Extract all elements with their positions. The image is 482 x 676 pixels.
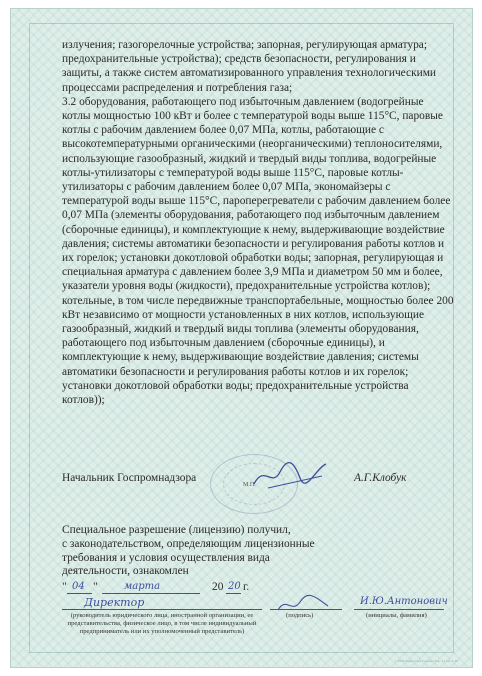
ack-line: Специальное разрешение (лицензию) получил, — [62, 524, 291, 536]
date-year-suffix: 20 — [228, 581, 241, 592]
print-note: © РУП Криптотех Гознака Зак. 1.1 пр. 1.20 — [394, 659, 458, 663]
signatory-title: Начальник Госпромнадзора — [62, 472, 197, 484]
licensee-signature-row — [62, 598, 462, 638]
date-month: марта — [124, 581, 161, 592]
head-signature — [250, 458, 330, 492]
ack-line: деятельности, ознакомлен — [62, 565, 189, 578]
licensee-initials: И.Ю.Антонович — [360, 596, 448, 607]
date-day: 04 — [72, 581, 85, 592]
licensee-position: Директор — [84, 596, 145, 609]
date-quote-open: " — [62, 581, 67, 593]
ack-line: с законодательством, определяющим лицензионные — [62, 537, 315, 550]
ack-line: требования и условия осуществления вида — [62, 551, 270, 564]
paragraph-pressure-equipment: 3.2 оборудования, работающего под избыточным давлением (водогрейные котлы мощностью 100 кВт и более с температурой воды выше 115°С, паровые котлы с рабочим давлением более 0,07 МПа, котлы, работающие с высокотемпературными органическими (неорганическими) теплоносителями, использующие газообразный, жидкий и твердый виды топлива, водогрейные котлы-утилизаторы с температурой воды выше 115°С, паровые котлы-утилизаторы с рабочим давлением более 0,07 МПа, экономайзеры с температурой воды выше 115°С, пароперегреватели с рабочим давлением более 0,07 МПа (элементы оборудования, работающего под избыточным давлением (сборочные единицы), и комплектующие к нему, выдерживающие воздействие давления; системы автоматики безопасности и регулирования работы котлов и их горелок; установки докотловой обработки воды; запорная, регулирующая и специальная арматура с давлением более 3,9 МПа и диаметром 50 мм и более, указатели уровня воды (жидкости), предохранительные устройства котлов); котельные, в том числе передвижные транспортабельные, мощностью более 200 кВт независимо от мощности установленных в них котлов, использующие газообразный, жидкий и твердый виды топлива (элементы оборудования, работающего под избыточным давлением (сборочные единицы), и комплектующие к нему, выдерживающие воздействие давления; системы автоматики безопасности и регулирования работы котлов и их горелок; установки докотловой обработки воды; предохранительные устройства котлов)); — [62, 95, 454, 407]
signature-block — [62, 464, 454, 514]
license-acknowledgement — [62, 524, 362, 579]
stamp-label: М.П. — [243, 482, 256, 488]
document-body — [62, 38, 454, 407]
caption-position: (руководитель юридического лица, иностранной организации, ее представительства, физическое лицо, в том числе индивидуальный предприниматель или их уполномоченный представитель) — [67, 612, 257, 635]
date-year-end: г. — [243, 581, 250, 593]
caption-signature: (подпись) — [286, 612, 314, 619]
caption-initials: (инициалы, фамилия) — [366, 612, 427, 619]
paragraph-gas-equipment: излучения; газогорелочные устройства; запорная, регулирующая арматура; предохранительные устройства); средств безопасности, регулирования и защиты, а также систем автоматизированного управления технологическими процессами распределения и потребления газа; — [62, 39, 436, 94]
date-year-prefix: 20 — [212, 581, 224, 593]
signatory-name: А.Г.Клобук — [354, 472, 407, 484]
date-quote-close: " — [93, 581, 98, 593]
